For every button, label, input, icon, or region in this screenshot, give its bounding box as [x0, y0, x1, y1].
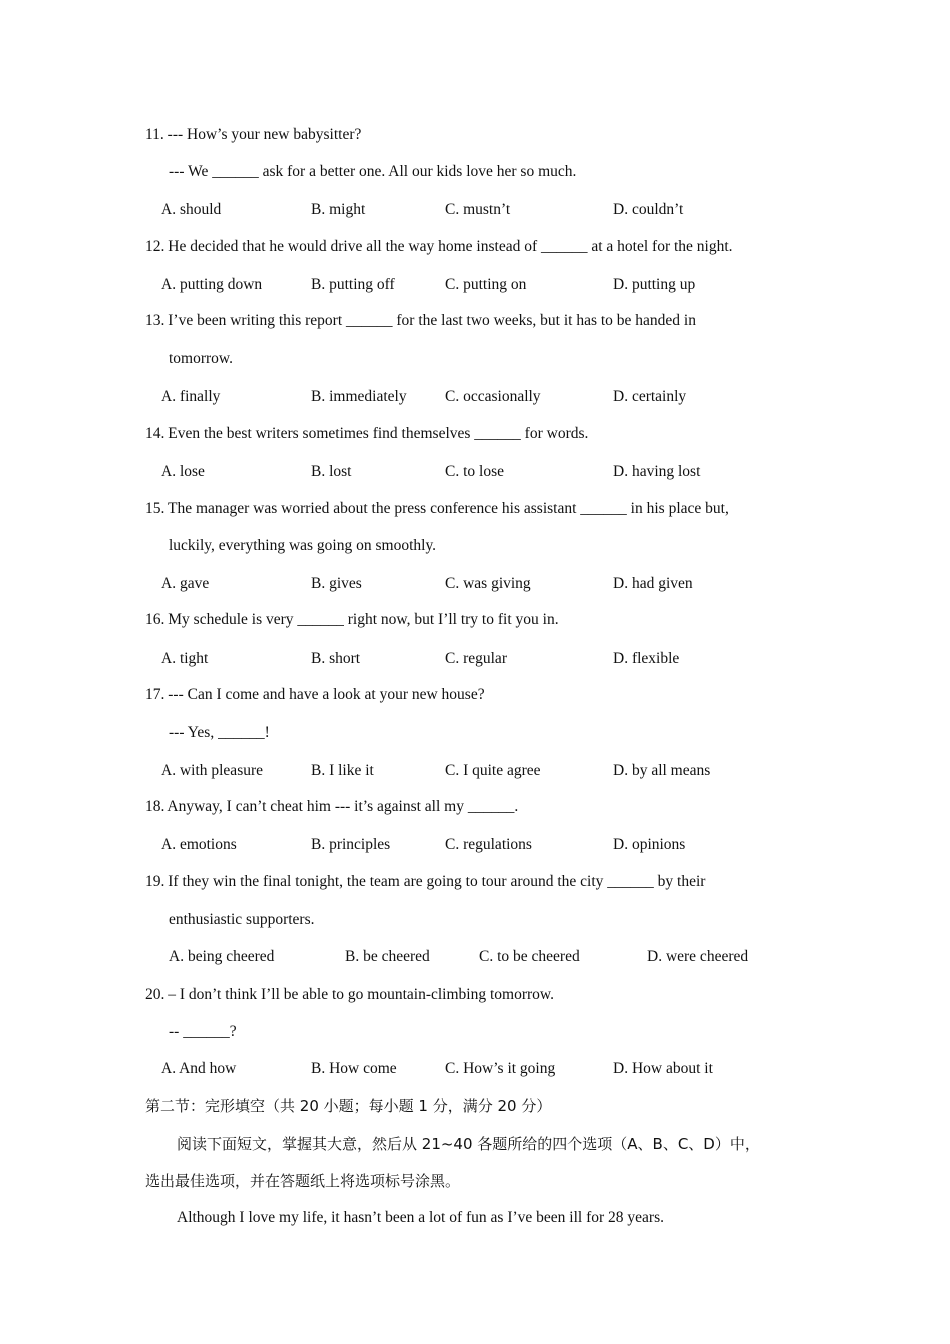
question-18-option-c: C. regulations [445, 836, 532, 853]
question-11-option-c: C. mustn’t [445, 201, 511, 218]
question-17-stem: 17. --- Can I come and have a look at your new house? [145, 686, 485, 703]
question-13-stem-line2: tomorrow. [169, 350, 233, 367]
question-13-option-d: D. certainly [613, 388, 687, 405]
question-15-stem-line2: luckily, everything was going on smoothly. [169, 537, 437, 554]
question-12-option-b: B. putting off [311, 276, 395, 293]
question-13-stem: 13. I’ve been writing this report ______ for the last two weeks, but it has to be handed in [145, 312, 696, 329]
question-17-option-c: C. I quite agree [445, 762, 541, 779]
question-18-option-a: A. emotions [161, 836, 237, 853]
question-12-option-a: A. putting down [161, 276, 263, 293]
question-12-stem: 12. He decided that he would drive all the way home instead of ______ at a hotel for the night. [145, 238, 733, 255]
question-14-option-b: B. lost [311, 463, 352, 480]
question-15-option-d: D. had given [613, 575, 693, 592]
question-14-option-a: A. lose [161, 463, 205, 480]
passage-first-line: Although I love my life, it hasn’t been a lot of fun as I’ve been ill for 28 years. [177, 1209, 664, 1226]
question-20-option-d: D. How about it [613, 1060, 713, 1077]
question-19-option-d: D. were cheered [647, 948, 749, 965]
question-19-option-b: B. be cheered [345, 948, 430, 965]
question-19-stem-line2: enthusiastic supporters. [169, 911, 315, 928]
section-instruction-line2: 选出最佳选项，并在答题纸上将选项标号涂黑。 [145, 1172, 461, 1190]
question-11-option-a: A. should [161, 201, 222, 218]
question-17-option-b: B. I like it [311, 762, 374, 779]
question-20-stem: 20. – I don’t think I’ll be able to go mountain-climbing tomorrow. [145, 986, 554, 1003]
question-20-option-a: A. And how [161, 1060, 237, 1077]
question-18-option-b: B. principles [311, 836, 391, 853]
section-heading: 第二节：完形填空（共 20 小题；每小题 1 分，满分 20 分） [145, 1097, 552, 1115]
question-15-option-a: A. gave [161, 575, 210, 592]
section-instruction-line1: 阅读下面短文，掌握其大意，然后从 21~40 各题所给的四个选项（A、B、C、D）中， [177, 1135, 760, 1153]
question-17-option-a: A. with pleasure [161, 762, 264, 779]
question-16-option-a: A. tight [161, 650, 209, 667]
question-14-option-c: C. to lose [445, 463, 504, 480]
question-20-stem-line2: -- ______? [169, 1023, 237, 1040]
question-17-stem-line2: --- Yes, ______! [169, 724, 270, 741]
question-16-option-b: B. short [311, 650, 361, 667]
question-14-stem: 14. Even the best writers sometimes find themselves ______ for words. [145, 425, 589, 442]
question-19-stem: 19. If they win the final tonight, the team are going to tour around the city ______ by their [145, 873, 706, 890]
question-11-stem: 11. --- How’s your new babysitter? [145, 126, 362, 143]
question-20-option-b: B. How come [311, 1060, 397, 1077]
question-15-option-c: C. was giving [445, 575, 531, 592]
question-11-option-d: D. couldn’t [613, 201, 684, 218]
question-16-stem: 16. My schedule is very ______ right now, but I’ll try to fit you in. [145, 611, 559, 628]
question-15-option-b: B. gives [311, 575, 362, 592]
question-14-option-d: D. having lost [613, 463, 701, 480]
question-18-stem: 18. Anyway, I can’t cheat him --- it’s against all my ______. [145, 798, 519, 815]
question-13-option-b: B. immediately [311, 388, 407, 405]
question-19-option-a: A. being cheered [169, 948, 275, 965]
question-15-stem: 15. The manager was worried about the press conference his assistant ______ in his place but, [145, 500, 729, 517]
question-20-option-c: C. How’s it going [445, 1060, 556, 1077]
question-11-option-b: B. might [311, 201, 366, 218]
question-12-option-d: D. putting up [613, 276, 696, 293]
question-18-option-d: D. opinions [613, 836, 686, 853]
question-19-option-c: C. to be cheered [479, 948, 580, 965]
question-16-option-c: C. regular [445, 650, 507, 667]
question-17-option-d: D. by all means [613, 762, 711, 779]
question-11-stem-line2: --- We ______ ask for a better one. All our kids love her so much. [169, 163, 577, 180]
question-13-option-a: A. finally [161, 388, 221, 405]
question-12-option-c: C. putting on [445, 276, 527, 293]
question-13-option-c: C. occasionally [445, 388, 541, 405]
question-16-option-d: D. flexible [613, 650, 680, 667]
